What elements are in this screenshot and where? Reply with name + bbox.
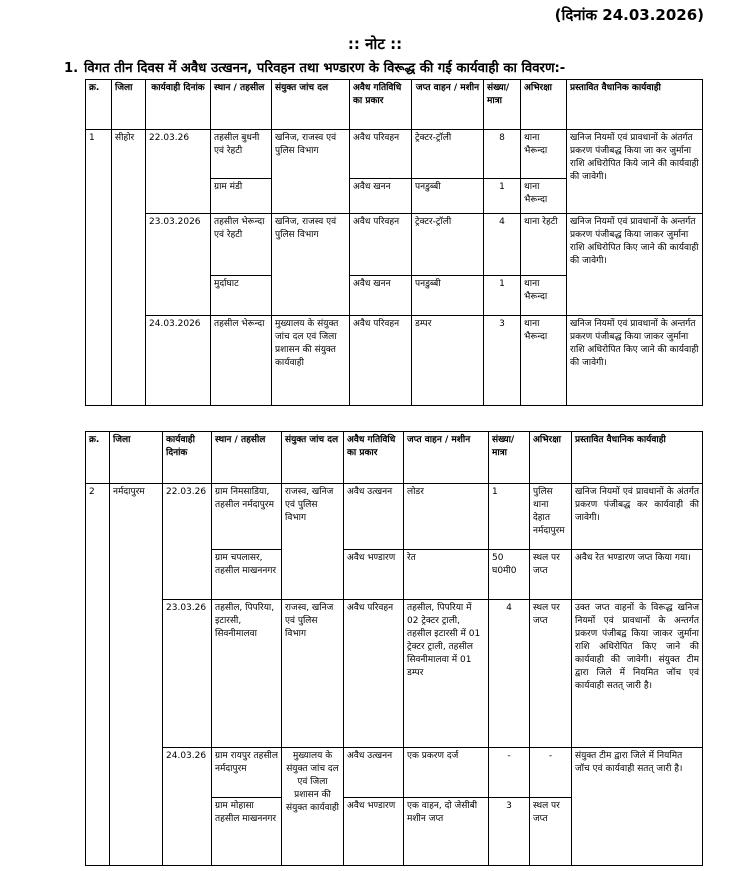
place-cell: ग्राम निमसाडिया, तहसील नर्मदापुरम <box>212 484 282 550</box>
action-cell: अवैध रेत भण्डारण जप्त किया गया। <box>572 550 703 600</box>
place-cell: तहसील भेरून्दा एवं रेहटी <box>211 214 272 276</box>
header-cell: संयुक्त जांच दल <box>282 432 344 484</box>
table-header-row <box>86 80 703 130</box>
activity-cell: अवैध भण्डारण <box>344 550 404 600</box>
vehicle-cell: रेत <box>404 550 489 600</box>
custody-cell: थाना भैरून्दा <box>521 130 567 179</box>
table-row <box>86 484 703 550</box>
date-cell: 24.03.26 <box>163 748 212 866</box>
qty-cell: 50 घ0मी0 <box>489 550 530 600</box>
place-cell: ग्राम रायपुर तहसील नर्मदापुरम <box>212 748 282 798</box>
custody-cell: स्थल पर जप्त <box>530 550 572 600</box>
qty-cell: - <box>489 748 530 798</box>
table-row <box>86 214 703 276</box>
team-cell: मुख्यालय के संयुक्त जांच दल एवं जिला प्रशासन की संयुक्त कार्यवाही <box>282 748 344 866</box>
qty-cell: 3 <box>484 316 521 406</box>
qty-cell: 1 <box>484 276 521 316</box>
header-cell: संख्या/ मात्रा <box>484 80 521 130</box>
qty-cell: 8 <box>484 130 521 179</box>
activity-cell: अवैध खनन <box>350 179 412 214</box>
header-cell: संख्या/ मात्रा <box>489 432 530 484</box>
table-row <box>86 748 703 798</box>
section-heading <box>64 58 565 76</box>
district-cell: सीहोर <box>112 130 146 406</box>
team-cell: राजस्व, खनिज एवं पुलिस विभाग <box>282 600 344 748</box>
qty-cell: 4 <box>484 214 521 276</box>
header-cell: प्रस्तावित वैधानिक कार्यवाही <box>567 80 703 130</box>
custody-cell: स्थल पर जप्त <box>530 798 572 866</box>
team-cell: राजस्व, खनिज एवं पुलिस विभाग <box>282 484 344 600</box>
header-cell: क्र. <box>86 432 110 484</box>
header-cell: अवैध गतिविधि का प्रकार <box>344 432 404 484</box>
vehicle-cell: ट्रेक्टर-ट्रॉली <box>412 130 484 179</box>
vehicle-cell: एक प्रकरण दर्ज <box>404 748 489 798</box>
section-title: विगत तीन दिवस में अवैध उत्खनन, परिवहन तथा भण्डारण के विरूद्ध की गई कार्यवाही का विवरण:- <box>84 61 566 76</box>
header-cell: जिला <box>110 432 163 484</box>
date-cell: 23.03.2026 <box>146 214 211 316</box>
team-cell: खनिज, राजस्व एवं पुलिस विभाग <box>272 130 350 214</box>
custody-cell: - <box>530 748 572 798</box>
vehicle-cell: लोडर <box>404 484 489 550</box>
table-sehore <box>85 79 703 406</box>
table-row <box>86 316 703 406</box>
team-cell: मुख्यालय के संयुक्त जांच दल एवं जिला प्रशासन की संयुक्त कार्यवाही <box>272 316 350 406</box>
place-cell: तहसील भेरून्दा <box>211 316 272 406</box>
activity-cell: अवैध खनन <box>350 276 412 316</box>
place-cell: ग्राम मंडी <box>211 179 272 214</box>
activity-cell: अवैध भण्डारण <box>344 798 404 866</box>
header-cell: क्र. <box>86 80 112 130</box>
action-cell: खनिज नियमों एवं प्रावधानों के अन्तर्गत प्रकरण पंजीबद्ध किया जाकर जुर्माना राशि अधिरोपित किए जाने की कार्यवाही की जावेगी। <box>567 316 703 406</box>
activity-cell: अवैध परिवहन <box>344 600 404 748</box>
header-cell: अभिरक्षा <box>521 80 567 130</box>
document-date: (दिनांक 24.03.2026) <box>554 6 704 24</box>
custody-cell: थाना भैरून्दा <box>521 179 567 214</box>
vehicle-cell: तहसील, पिपरिया में 02 ट्रेक्टर ट्राली, तहसील इटारसी में 01 ट्रेक्टर ट्राली, तहसील सिवनीमालवा में 01 डम्पर <box>404 600 489 748</box>
action-cell: खनिज नियमों एवं प्रावधानों के अंतर्गत प्रकरण पंजीबद्ध किया जा कर जुर्माना राशि अधिरोपित किये जाने की कार्यवाही की जावेगी। <box>567 130 703 214</box>
vehicle-cell: डम्पर <box>412 316 484 406</box>
serial-cell: 1 <box>86 130 112 406</box>
place-cell: तहसील बुधनी एवं रेहटी <box>211 130 272 179</box>
place-cell: तहसील, पिपरिया, इटारसी, सिवनीमालवा <box>212 600 282 748</box>
place-cell: ग्राम मोहासा तहसील माखननगर <box>212 798 282 866</box>
place-cell: मुर्दाघाट <box>211 276 272 316</box>
district-cell: नर्मदापुरम <box>110 484 163 866</box>
action-cell: खनिज नियमों एवं प्रावधानों के अन्तर्गत प्रकरण पंजीबद्ध किया जाकर जुर्माना राशि अधिरोपित किए जाने की कार्यवाही की जावेगी। <box>567 214 703 316</box>
header-cell: अवैध गतिविधि का प्रकार <box>350 80 412 130</box>
table-header-row <box>86 432 703 484</box>
qty-cell: 1 <box>484 179 521 214</box>
custody-cell: पुलिस थाना देहात नर्मदापुरम <box>530 484 572 550</box>
header-cell: संयुक्त जांच दल <box>272 80 350 130</box>
table-row <box>86 600 703 748</box>
action-cell: उक्त जप्त वाहनों के विरूद्ध खनिज नियमों एवं प्रावधानों के अन्तर्गत प्रकरण पंजीबद्व किया जाकर जुर्माना राशि अधिरोपित किए जाने की कार्यवाही की जावेगी। संयुक्त टीम द्वारा जिले में नियमित जॉच एवं कार्यवाही सतत् जारी है। <box>572 600 703 748</box>
vehicle-cell: पनडुब्बी <box>412 179 484 214</box>
place-cell: ग्राम चपलासर, तहसील माखननगर <box>212 550 282 600</box>
table-row <box>86 130 703 179</box>
custody-cell: थाना भैरून्दा <box>521 276 567 316</box>
header-cell: स्थान / तहसील <box>211 80 272 130</box>
header-cell: स्थान / तहसील <box>212 432 282 484</box>
header-cell: प्रस्तावित वैधानिक कार्यवाही <box>572 432 703 484</box>
header-cell: जिला <box>112 80 146 130</box>
table-narmadapuram <box>85 431 703 866</box>
custody-cell: थाना रेहटी <box>521 214 567 276</box>
activity-cell: अवैध परिवहन <box>350 130 412 179</box>
header-cell: अभिरक्षा <box>530 432 572 484</box>
vehicle-cell: एक वाहन, दो जेसीबी मशीन जप्त <box>404 798 489 866</box>
header-cell: कार्यवाही दिनांक <box>146 80 211 130</box>
activity-cell: अवैध परिवहन <box>350 316 412 406</box>
custody-cell: स्थल पर जप्त <box>530 600 572 748</box>
team-cell: खनिज, राजस्व एवं पुलिस विभाग <box>272 214 350 316</box>
qty-cell: 3 <box>489 798 530 866</box>
header-cell: कार्यवाही दिनांक <box>163 432 212 484</box>
serial-cell: 2 <box>86 484 110 866</box>
date-cell: 23.03.26 <box>163 600 212 748</box>
date-cell: 22.03.26 <box>163 484 212 600</box>
vehicle-cell: पनडुब्बी <box>412 276 484 316</box>
qty-cell: 4 <box>489 600 530 748</box>
section-number: 1. <box>64 61 79 76</box>
action-cell: खनिज नियमों एवं प्रावधानों के अंतर्गत प्रकरण पंजीबद्ध कर कार्यवाही की जावेगी। <box>572 484 703 550</box>
date-cell: 24.03.2026 <box>146 316 211 406</box>
custody-cell: थाना भैरून्दा <box>521 316 567 406</box>
vehicle-cell: ट्रेक्टर-ट्रॉली <box>412 214 484 276</box>
date-cell: 22.03.26 <box>146 130 211 214</box>
note-title: :: नोट :: <box>347 35 403 53</box>
header-cell: जप्त वाहन / मशीन <box>412 80 484 130</box>
header-cell: जप्त वाहन / मशीन <box>404 432 489 484</box>
activity-cell: अवैध उत्खनन <box>344 484 404 550</box>
qty-cell: 1 <box>489 484 530 550</box>
activity-cell: अवैध परिवहन <box>350 214 412 276</box>
action-cell: संयुक्त टीम द्वारा जिले में नियमित जॉच एवं कार्यवाही सतत् जारी है। <box>572 748 703 866</box>
activity-cell: अवैध उत्खनन <box>344 748 404 798</box>
